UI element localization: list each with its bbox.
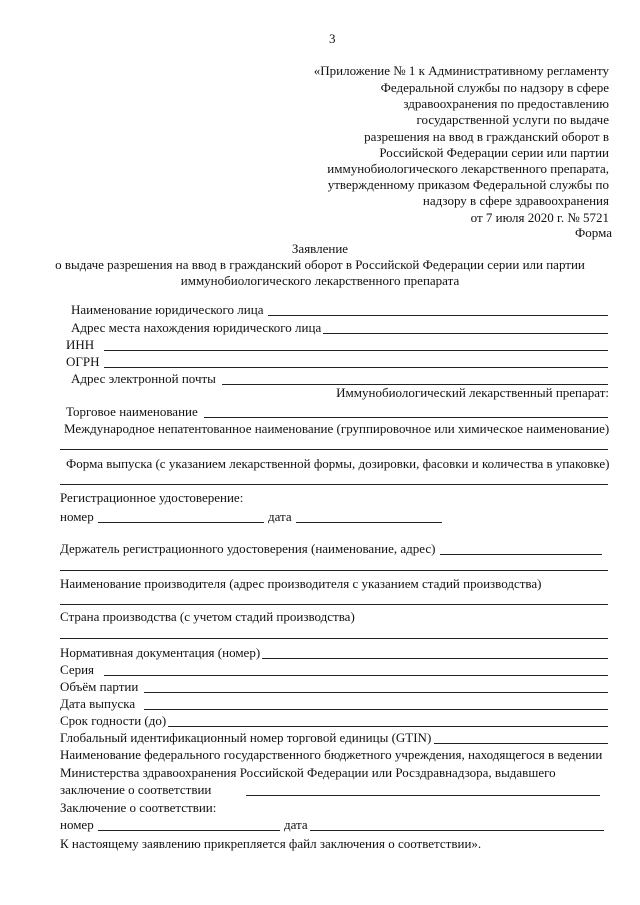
appendix-line: Российской Федерации серии или партии	[379, 145, 609, 160]
appendix-line: иммунобиологического лекарственного препарата,	[327, 161, 609, 176]
manufacturer-field[interactable]	[60, 604, 608, 605]
registration-label: Регистрационное удостоверение:	[60, 490, 244, 505]
inn-field[interactable]	[104, 350, 608, 351]
registration-date-field[interactable]	[296, 522, 442, 523]
country-label: Страна производства (с учетом стадий производства)	[60, 609, 355, 624]
norm-doc-label: Нормативная документация (номер)	[60, 645, 261, 660]
holder-label: Держатель регистрационного удостоверения (наименование, адрес)	[60, 541, 436, 556]
institution-label: Министерства здравоохранения Российской Федерации или Росздравнадзора, выдавшего	[60, 765, 556, 780]
conclusion-date-label: дата	[284, 817, 308, 832]
legal-entity-name-field[interactable]	[268, 315, 608, 316]
expiry-field[interactable]	[168, 726, 608, 727]
trade-name-field[interactable]	[204, 417, 608, 418]
release-form-field[interactable]	[60, 484, 608, 485]
registration-number-field[interactable]	[98, 522, 264, 523]
ogrn-field[interactable]	[104, 367, 608, 368]
appendix-line: здравоохранения по предоставлению	[403, 96, 609, 111]
conclusion-date-field[interactable]	[310, 830, 604, 831]
appendix-line: утвержденному приказом Федеральной службы по	[327, 177, 609, 192]
conclusion-label: Заключение о соответствии:	[60, 800, 217, 815]
document-subtitle: о выдаче разрешения на ввод в гражданский оборот в Российской Федерации серии или партии	[55, 257, 585, 272]
registration-date-label: дата	[268, 509, 292, 524]
release-date-label: Дата выпуска	[60, 696, 136, 711]
institution-label: заключение о соответствии	[60, 782, 212, 797]
inn-label: ИНН	[66, 337, 95, 352]
series-field[interactable]	[104, 675, 608, 676]
page-number: 3	[329, 31, 336, 46]
gtin-field[interactable]	[434, 743, 608, 744]
conclusion-number-label: номер	[60, 817, 94, 832]
release-date-field[interactable]	[144, 709, 608, 710]
ogrn-label: ОГРН	[66, 354, 100, 369]
legal-address-label: Адрес места нахождения юридического лица	[71, 320, 322, 335]
holder-field-continued[interactable]	[60, 570, 608, 571]
form-label: Форма	[575, 225, 612, 240]
institution-field[interactable]	[246, 795, 600, 796]
country-field[interactable]	[60, 638, 608, 639]
manufacturer-label: Наименование производителя (адрес производителя с указанием стадий производства)	[60, 576, 542, 591]
attachment-note: К настоящему заявлению прикрепляется файл заключения о соответствии».	[60, 836, 482, 851]
trade-name-label: Торговое наименование	[66, 404, 198, 419]
appendix-line: разрешения на ввод в гражданский оборот в	[364, 129, 609, 144]
release-form-label: Форма выпуска (с указанием лекарственной формы, дозировки, фасовки и количества в упаковке)	[66, 456, 610, 471]
appendix-line: государственной услуги по выдаче	[416, 112, 609, 127]
series-label: Серия	[60, 662, 95, 677]
volume-field[interactable]	[144, 692, 608, 693]
appendix-line: надзору в сфере здравоохранения	[422, 193, 609, 208]
institution-label: Наименование федерального государственного бюджетного учреждения, находящегося в ведении	[60, 747, 603, 762]
registration-number-label: номер	[60, 509, 94, 524]
conclusion-number-field[interactable]	[98, 830, 280, 831]
email-label: Адрес электронной почты	[71, 371, 216, 386]
norm-doc-field[interactable]	[262, 658, 608, 659]
expiry-label: Срок годности (до)	[60, 713, 167, 728]
volume-label: Объём партии	[60, 679, 139, 694]
legal-entity-name-label: Наименование юридического лица	[71, 302, 264, 317]
appendix-line: Федеральной службы по надзору в сфере	[380, 80, 609, 95]
appendix-line: «Приложение № 1 к Административному регламенту	[313, 63, 609, 78]
drug-section-label: Иммунобиологический лекарственный препарат:	[336, 385, 609, 400]
holder-field[interactable]	[440, 554, 602, 555]
document-title: Заявление	[291, 241, 349, 256]
inn-name-label: Международное непатентованное наименование (группировочное или химическое наименование)	[64, 421, 610, 436]
document-subtitle: иммунобиологического лекарственного препарата	[180, 273, 460, 288]
appendix-line: от 7 июля 2020 г. № 5721	[470, 210, 609, 225]
gtin-label: Глобальный идентификационный номер торговой единицы (GTIN)	[60, 730, 432, 745]
legal-address-field[interactable]	[323, 333, 608, 334]
inn-name-field[interactable]	[60, 449, 608, 450]
